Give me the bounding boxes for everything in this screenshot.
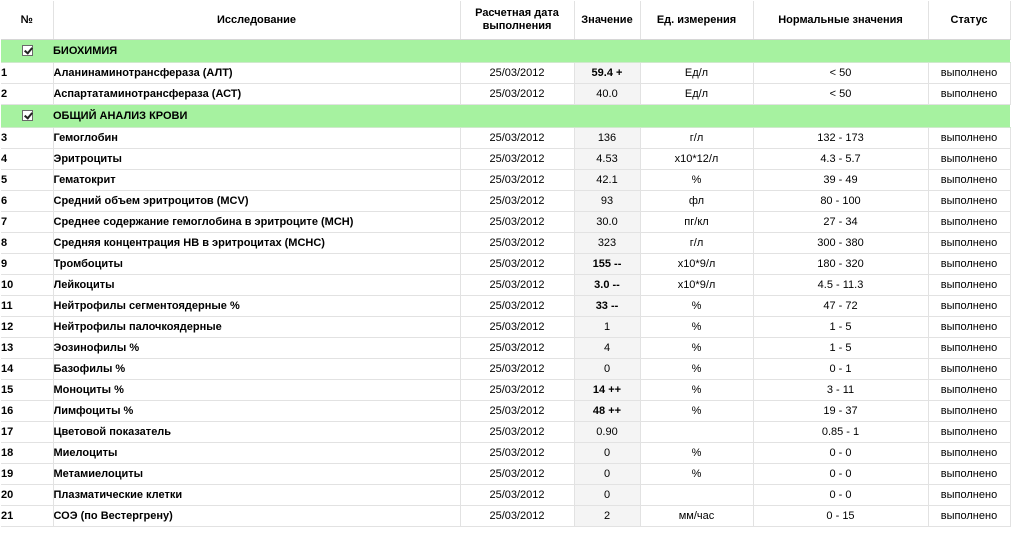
row-study-name: Гематокрит [53,170,460,191]
row-study-name: Лимфоциты % [53,401,460,422]
table-row[interactable] [1,359,1010,380]
table-row[interactable] [1,128,1010,149]
row-study-name: Гемоглобин [53,128,460,149]
row-status: выполнено [928,359,1010,380]
row-value: 33 -- [574,296,640,317]
row-unit: % [640,338,753,359]
row-value: 0 [574,485,640,506]
row-status: выполнено [928,401,1010,422]
row-date: 25/03/2012 [460,296,574,317]
row-normal-range: 132 - 173 [753,128,928,149]
row-study-name: Лейкоциты [53,275,460,296]
row-value: 136 [574,128,640,149]
row-status: выполнено [928,443,1010,464]
row-unit: % [640,443,753,464]
table-row[interactable] [1,296,1010,317]
row-num: 13 [1,338,53,359]
row-normal-range: 0 - 0 [753,464,928,485]
table-row[interactable] [1,506,1010,527]
row-value: 30.0 [574,212,640,233]
row-status: выполнено [928,317,1010,338]
row-num: 9 [1,254,53,275]
row-study-name: Плазматические клетки [53,485,460,506]
row-study-name: Эритроциты [53,149,460,170]
row-date: 25/03/2012 [460,191,574,212]
table-row[interactable] [1,422,1010,443]
table-body [1,40,1010,527]
row-num: 15 [1,380,53,401]
row-date: 25/03/2012 [460,401,574,422]
row-study-name: Средняя концентрация HB в эритроцитах (MCHC) [53,233,460,254]
row-normal-range: 3 - 11 [753,380,928,401]
row-date: 25/03/2012 [460,317,574,338]
row-normal-range: < 50 [753,63,928,84]
row-normal-range: 80 - 100 [753,191,928,212]
table-row[interactable] [1,464,1010,485]
row-normal-range: 0 - 0 [753,443,928,464]
row-value: 4 [574,338,640,359]
row-date: 25/03/2012 [460,464,574,485]
table-row[interactable] [1,380,1010,401]
table-row[interactable] [1,443,1010,464]
row-date: 25/03/2012 [460,84,574,105]
row-date: 25/03/2012 [460,443,574,464]
table-row[interactable] [1,170,1010,191]
row-unit: % [640,464,753,485]
row-date: 25/03/2012 [460,254,574,275]
row-date: 25/03/2012 [460,485,574,506]
row-num: 20 [1,485,53,506]
row-unit: x10*12/л [640,149,753,170]
group-checkbox-cell [1,105,53,128]
header-unit[interactable]: Ед. измерения [640,1,753,40]
row-status: выполнено [928,212,1010,233]
row-num: 5 [1,170,53,191]
row-normal-range: 27 - 34 [753,212,928,233]
group-label: ОБЩИЙ АНАЛИЗ КРОВИ [53,105,1010,128]
table-row[interactable] [1,212,1010,233]
row-normal-range: 1 - 5 [753,317,928,338]
row-value: 14 ++ [574,380,640,401]
row-unit: пг/кл [640,212,753,233]
table-row[interactable] [1,233,1010,254]
row-value: 155 -- [574,254,640,275]
row-status: выполнено [928,485,1010,506]
row-normal-range: 4.3 - 5.7 [753,149,928,170]
row-date: 25/03/2012 [460,422,574,443]
header-value[interactable]: Значение [574,1,640,40]
row-num: 14 [1,359,53,380]
row-num: 17 [1,422,53,443]
row-status: выполнено [928,233,1010,254]
row-status: выполнено [928,338,1010,359]
table-row[interactable] [1,401,1010,422]
row-normal-range: 0 - 0 [753,485,928,506]
row-num: 19 [1,464,53,485]
row-value: 323 [574,233,640,254]
row-normal-range: 4.5 - 11.3 [753,275,928,296]
row-date: 25/03/2012 [460,212,574,233]
row-value: 93 [574,191,640,212]
row-num: 3 [1,128,53,149]
row-normal-range: 180 - 320 [753,254,928,275]
group-row [1,40,1010,63]
row-study-name: Метамиелоциты [53,464,460,485]
row-date: 25/03/2012 [460,275,574,296]
row-status: выполнено [928,128,1010,149]
group-checkbox[interactable] [22,110,33,121]
row-study-name: Среднее содержание гемоглобина в эритроците (MCH) [53,212,460,233]
row-study-name: Средний объем эритроцитов (MCV) [53,191,460,212]
row-value: 0 [574,443,640,464]
row-status: выполнено [928,296,1010,317]
row-normal-range: 0 - 15 [753,506,928,527]
row-num: 6 [1,191,53,212]
row-status: выполнено [928,464,1010,485]
row-unit: % [640,170,753,191]
row-study-name: Эозинофилы % [53,338,460,359]
row-unit: x10*9/л [640,275,753,296]
row-unit [640,485,753,506]
table-row[interactable] [1,149,1010,170]
row-value: 4.53 [574,149,640,170]
row-study-name: Нейтрофилы палочкоядерные [53,317,460,338]
row-unit: Ед/л [640,84,753,105]
header-status[interactable]: Статус [928,1,1010,40]
row-unit [640,422,753,443]
row-num: 11 [1,296,53,317]
row-status: выполнено [928,170,1010,191]
row-value: 3.0 -- [574,275,640,296]
group-checkbox[interactable] [22,45,33,56]
row-unit: Ед/л [640,63,753,84]
row-study-name: Аспартатаминотрансфераза (АСТ) [53,84,460,105]
table-header-row [1,1,1010,40]
row-normal-range: 47 - 72 [753,296,928,317]
row-unit: % [640,359,753,380]
row-value: 0 [574,464,640,485]
row-unit: % [640,401,753,422]
row-status: выполнено [928,380,1010,401]
row-normal-range: 1 - 5 [753,338,928,359]
table-row[interactable] [1,317,1010,338]
row-normal-range: 19 - 37 [753,401,928,422]
header-date[interactable]: Расчетная дата выполнения [460,1,574,40]
row-num: 1 [1,63,53,84]
row-normal-range: < 50 [753,84,928,105]
row-study-name: Нейтрофилы сегментоядерные % [53,296,460,317]
table-row[interactable] [1,191,1010,212]
row-date: 25/03/2012 [460,149,574,170]
table-row[interactable] [1,63,1010,84]
row-date: 25/03/2012 [460,380,574,401]
row-study-name: Миелоциты [53,443,460,464]
row-num: 7 [1,212,53,233]
row-num: 16 [1,401,53,422]
header-study[interactable]: Исследование [53,1,460,40]
row-status: выполнено [928,191,1010,212]
header-normal[interactable]: Нормальные значения [753,1,928,40]
row-unit: % [640,380,753,401]
row-status: выполнено [928,84,1010,105]
row-unit: x10*9/л [640,254,753,275]
row-date: 25/03/2012 [460,338,574,359]
row-status: выполнено [928,422,1010,443]
row-date: 25/03/2012 [460,128,574,149]
row-value: 42.1 [574,170,640,191]
lab-results-table [1,1,1011,527]
row-study-name: Цветовой показатель [53,422,460,443]
row-value: 0 [574,359,640,380]
row-num: 21 [1,506,53,527]
row-value: 40.0 [574,84,640,105]
row-study-name: Аланинаминотрансфераза (АЛТ) [53,63,460,84]
row-num: 18 [1,443,53,464]
row-date: 25/03/2012 [460,170,574,191]
row-unit: мм/час [640,506,753,527]
row-unit: г/л [640,233,753,254]
row-status: выполнено [928,149,1010,170]
row-value: 59.4 + [574,63,640,84]
row-study-name: Моноциты % [53,380,460,401]
row-status: выполнено [928,254,1010,275]
row-status: выполнено [928,63,1010,84]
row-num: 12 [1,317,53,338]
row-date: 25/03/2012 [460,233,574,254]
row-num: 8 [1,233,53,254]
row-value: 48 ++ [574,401,640,422]
row-normal-range: 300 - 380 [753,233,928,254]
row-study-name: Тромбоциты [53,254,460,275]
row-normal-range: 39 - 49 [753,170,928,191]
row-value: 0.90 [574,422,640,443]
row-num: 2 [1,84,53,105]
group-label: БИОХИМИЯ [53,40,1010,63]
row-normal-range: 0 - 1 [753,359,928,380]
row-value: 1 [574,317,640,338]
header-num[interactable]: № [1,1,53,40]
row-unit: % [640,296,753,317]
table-row[interactable] [1,338,1010,359]
group-checkbox-cell [1,40,53,63]
table-row[interactable] [1,485,1010,506]
row-status: выполнено [928,506,1010,527]
table-row[interactable] [1,254,1010,275]
row-normal-range: 0.85 - 1 [753,422,928,443]
table-row[interactable] [1,84,1010,105]
row-value: 2 [574,506,640,527]
row-study-name: Базофилы % [53,359,460,380]
table-row[interactable] [1,275,1010,296]
row-unit: фл [640,191,753,212]
group-row [1,105,1010,128]
row-unit: г/л [640,128,753,149]
row-date: 25/03/2012 [460,359,574,380]
row-date: 25/03/2012 [460,63,574,84]
row-date: 25/03/2012 [460,506,574,527]
row-unit: % [640,317,753,338]
row-num: 4 [1,149,53,170]
row-num: 10 [1,275,53,296]
row-status: выполнено [928,275,1010,296]
row-study-name: СОЭ (по Вестергрену) [53,506,460,527]
